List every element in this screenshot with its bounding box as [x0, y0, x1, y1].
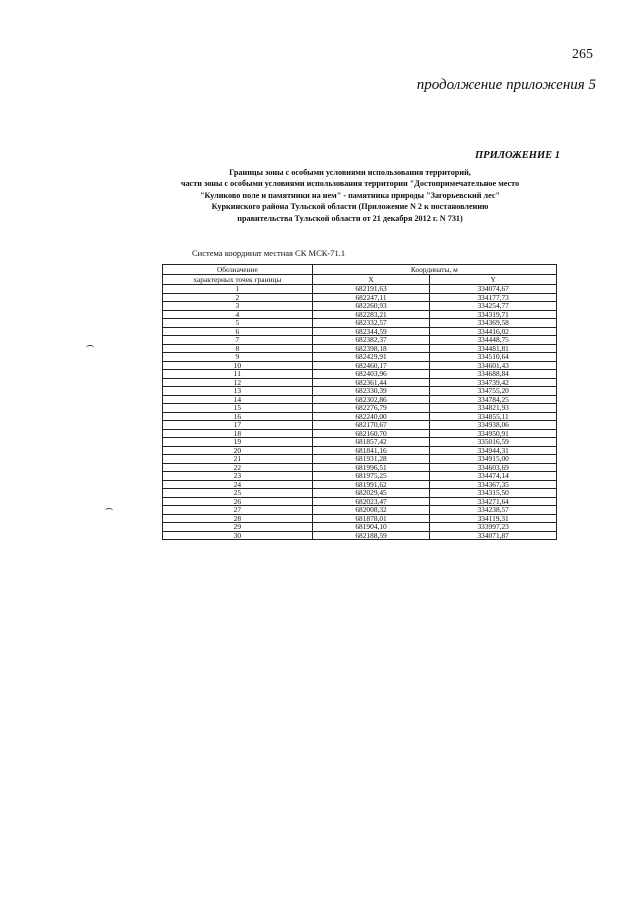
coord-x: 682302,86: [312, 395, 430, 404]
point-number: 22: [163, 463, 313, 472]
point-number: 23: [163, 472, 313, 481]
coord-y: 334938,06: [430, 421, 557, 430]
margin-mark: [86, 345, 94, 350]
page-number: 265: [572, 47, 593, 62]
point-number: 8: [163, 344, 313, 353]
coord-y: 334688,84: [430, 370, 557, 379]
table-row: [163, 506, 557, 515]
coord-x: 682260,93: [312, 302, 430, 311]
appendix-label: ПРИЛОЖЕНИЕ 1: [475, 150, 560, 161]
coord-x: 682240,00: [312, 412, 430, 421]
coord-y: 334074,67: [430, 285, 557, 294]
heading-line: "Куликово поле и памятники на нем" - памятника природы "Загорьевский лес": [199, 190, 501, 200]
coord-x: 681996,51: [312, 463, 430, 472]
coord-y: 334416,02: [430, 327, 557, 336]
table-row: [163, 531, 557, 540]
header-designation: Обозначение: [163, 265, 313, 275]
coord-y: 334369,58: [430, 319, 557, 328]
coord-x: 682023,47: [312, 497, 430, 506]
coord-y: 334481,81: [430, 344, 557, 353]
coord-x: 682160,70: [312, 429, 430, 438]
table-row: [163, 378, 557, 387]
coordinates-table: [162, 264, 557, 540]
point-number: 28: [163, 514, 313, 523]
coord-y: 334603,69: [430, 463, 557, 472]
coord-y: 334071,87: [430, 531, 557, 540]
point-number: 7: [163, 336, 313, 345]
table-row: [163, 310, 557, 319]
point-number: 3: [163, 302, 313, 311]
point-number: 15: [163, 404, 313, 413]
coord-x: 682276,79: [312, 404, 430, 413]
coord-x: 681878,01: [312, 514, 430, 523]
point-number: 29: [163, 523, 313, 532]
coord-y: 334821,93: [430, 404, 557, 413]
coord-y: 334944,31: [430, 446, 557, 455]
coord-y: 334271,64: [430, 497, 557, 506]
table-row: [163, 489, 557, 498]
coord-y: 334474,14: [430, 472, 557, 481]
point-number: 20: [163, 446, 313, 455]
coord-y: 334950,91: [430, 429, 557, 438]
table-row: [163, 497, 557, 506]
point-number: 4: [163, 310, 313, 319]
coord-x: 682344,59: [312, 327, 430, 336]
coord-x: 682460,17: [312, 361, 430, 370]
table-row: [163, 361, 557, 370]
coord-x: 681841,16: [312, 446, 430, 455]
coord-x: 681991,62: [312, 480, 430, 489]
coord-y: 334739,42: [430, 378, 557, 387]
point-number: 12: [163, 378, 313, 387]
coord-x: 682403,96: [312, 370, 430, 379]
point-number: 9: [163, 353, 313, 362]
point-number: 24: [163, 480, 313, 489]
table-row: [163, 327, 557, 336]
coord-y: 334601,43: [430, 361, 557, 370]
coord-x: 682283,21: [312, 310, 430, 319]
point-number: 21: [163, 455, 313, 464]
coord-x: 682191,63: [312, 285, 430, 294]
table-row: [163, 455, 557, 464]
header-coordinates: Координаты, м: [312, 265, 556, 275]
coord-y: 334238,57: [430, 506, 557, 515]
margin-mark: [105, 508, 113, 513]
coord-y: 334915,00: [430, 455, 557, 464]
coord-y: 335016,59: [430, 438, 557, 447]
table-row: [163, 463, 557, 472]
coord-y: 333997,23: [430, 523, 557, 532]
coord-y: 334319,71: [430, 310, 557, 319]
coord-x: 682170,67: [312, 421, 430, 430]
coord-x: 682029,45: [312, 489, 430, 498]
coord-x: 681975,25: [312, 472, 430, 481]
point-number: 1: [163, 285, 313, 294]
coord-x: 682330,39: [312, 387, 430, 396]
coord-y: 334315,50: [430, 489, 557, 498]
point-number: 26: [163, 497, 313, 506]
coord-y: 334755,20: [430, 387, 557, 396]
table-row: [163, 395, 557, 404]
document-heading: [150, 167, 550, 224]
point-number: 19: [163, 438, 313, 447]
coord-x: 682247,11: [312, 293, 430, 302]
table-row: [163, 480, 557, 489]
coord-y: 334254,77: [430, 302, 557, 311]
coord-y: 334510,64: [430, 353, 557, 362]
header-x: X: [312, 275, 430, 285]
coord-x: 682382,37: [312, 336, 430, 345]
point-number: 2: [163, 293, 313, 302]
coord-y: 334177,73: [430, 293, 557, 302]
coord-y: 334119,31: [430, 514, 557, 523]
coord-y: 334367,35: [430, 480, 557, 489]
coord-y: 334855,11: [430, 412, 557, 421]
coord-x: 682361,44: [312, 378, 430, 387]
table-row: [163, 344, 557, 353]
point-number: 17: [163, 421, 313, 430]
point-number: 6: [163, 327, 313, 336]
point-number: 16: [163, 412, 313, 421]
point-number: 30: [163, 531, 313, 540]
heading-line: части зоны с особыми условиями использования территории "Достопримечательное место: [180, 179, 520, 189]
header-designation-2: характерных точек границы: [163, 275, 313, 285]
coord-y: 334784,25: [430, 395, 557, 404]
table-row: [163, 302, 557, 311]
table-row: [163, 472, 557, 481]
point-number: 10: [163, 361, 313, 370]
table-row: [163, 293, 557, 302]
coord-x: 682429,91: [312, 353, 430, 362]
point-number: 5: [163, 319, 313, 328]
table-row: [163, 421, 557, 430]
table-row: [163, 336, 557, 345]
point-number: 13: [163, 387, 313, 396]
coord-x: 681857,42: [312, 438, 430, 447]
heading-line: Границы зоны с особыми условиями использования территорий,: [229, 168, 471, 177]
coord-x: 682188,59: [312, 531, 430, 540]
table-row: [163, 446, 557, 455]
heading-line: правительства Тульской области от 21 декабря 2012 г. N 731): [237, 213, 463, 223]
table-row: [163, 429, 557, 438]
heading-line: Куркинского района Тульской области (Приложение N 2 к постановлению: [211, 202, 489, 212]
table-row: [163, 523, 557, 532]
point-number: 14: [163, 395, 313, 404]
coordinate-system-label: Система координат местная СК МСК-71.1: [192, 248, 346, 258]
table-row: [163, 514, 557, 523]
table-row: [163, 404, 557, 413]
table-row: [163, 438, 557, 447]
coord-x: 681931,28: [312, 455, 430, 464]
table-row: [163, 412, 557, 421]
point-number: 25: [163, 489, 313, 498]
continuation-note: продолжение приложения 5: [416, 77, 596, 93]
table-row: [163, 387, 557, 396]
point-number: 11: [163, 370, 313, 379]
coord-x: 682008,32: [312, 506, 430, 515]
coord-x: 682332,57: [312, 319, 430, 328]
header-y: Y: [430, 275, 557, 285]
coord-x: 681904,10: [312, 523, 430, 532]
coord-y: 334448,75: [430, 336, 557, 345]
table-row: [163, 319, 557, 328]
point-number: 27: [163, 506, 313, 515]
table-row: [163, 353, 557, 362]
table-row: [163, 370, 557, 379]
table-row: [163, 285, 557, 294]
point-number: 18: [163, 429, 313, 438]
coord-x: 682398,18: [312, 344, 430, 353]
